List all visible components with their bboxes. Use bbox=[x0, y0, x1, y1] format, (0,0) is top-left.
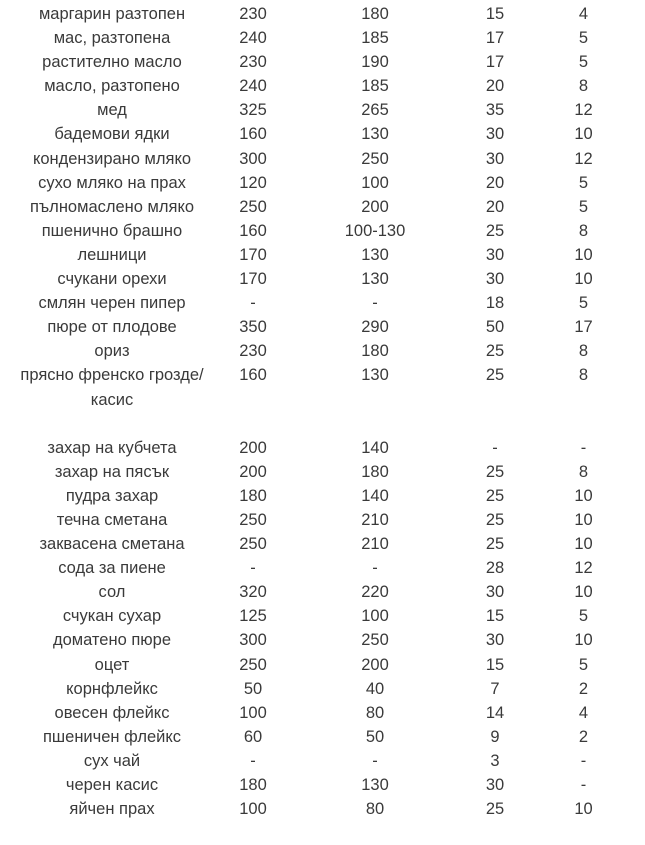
weight-250ml: - bbox=[250, 294, 256, 313]
ingredient-name: прясно френско грозде/ касис bbox=[20, 366, 204, 409]
weight-teaspoon: 8 bbox=[578, 366, 589, 385]
weight-teaspoon: 2 bbox=[578, 727, 589, 746]
ingredient-name: сух чай bbox=[83, 751, 141, 770]
weight-200ml: 200 bbox=[361, 655, 389, 674]
weight-tablespoon: 25 bbox=[485, 366, 505, 385]
weight-200ml: 250 bbox=[361, 149, 389, 168]
weight-250ml: 250 bbox=[239, 655, 267, 674]
weight-250ml: 200 bbox=[239, 462, 267, 481]
weight-200ml: 100 bbox=[361, 607, 389, 626]
weight-teaspoon: 10 bbox=[574, 125, 593, 144]
weight-200ml: 80 bbox=[365, 800, 385, 819]
weight-200ml: 130 bbox=[361, 776, 389, 794]
weight-teaspoon: 10 bbox=[574, 631, 593, 650]
weight-tablespoon: 20 bbox=[485, 173, 505, 192]
weight-200ml: 100-130 bbox=[344, 221, 406, 240]
measurement-table-body bbox=[0, 2, 645, 821]
weight-250ml: 240 bbox=[239, 77, 267, 96]
table-row bbox=[0, 580, 645, 604]
weight-200ml: 180 bbox=[361, 5, 389, 23]
weight-tablespoon: 30 bbox=[485, 245, 505, 264]
group-separator bbox=[0, 412, 645, 436]
ingredient-name: мед bbox=[97, 101, 127, 120]
table-row bbox=[0, 74, 645, 98]
ingredient-name: корнфлейкс bbox=[66, 679, 158, 698]
weight-250ml: 160 bbox=[239, 125, 267, 144]
weight-teaspoon: - bbox=[580, 751, 587, 770]
weight-tablespoon: 30 bbox=[485, 125, 505, 144]
weight-teaspoon: - bbox=[580, 776, 587, 794]
weight-250ml: 230 bbox=[239, 342, 267, 361]
table-row bbox=[0, 98, 645, 122]
weight-teaspoon: 10 bbox=[574, 245, 593, 264]
table-row bbox=[0, 628, 645, 652]
weight-200ml: 265 bbox=[361, 101, 389, 120]
ingredient-name: растително масло bbox=[42, 53, 182, 72]
weight-250ml: 180 bbox=[239, 776, 267, 794]
weight-250ml: 250 bbox=[239, 197, 267, 216]
table-row bbox=[0, 556, 645, 580]
weight-teaspoon: 4 bbox=[578, 5, 589, 23]
weight-250ml: 100 bbox=[239, 800, 267, 819]
weight-250ml: - bbox=[250, 559, 256, 578]
weight-teaspoon: 12 bbox=[574, 101, 593, 120]
separator-cell bbox=[0, 412, 645, 436]
ingredient-name: течна сметана bbox=[56, 510, 168, 529]
table-row bbox=[0, 749, 645, 773]
weight-teaspoon: 10 bbox=[574, 486, 593, 505]
weight-250ml: 350 bbox=[239, 318, 267, 337]
weight-tablespoon: 30 bbox=[485, 270, 505, 289]
weight-200ml: - bbox=[372, 559, 378, 578]
ingredient-name: доматено пюре bbox=[52, 631, 172, 650]
weight-250ml: 300 bbox=[239, 631, 267, 650]
ingredient-name: кондензирано мляко bbox=[32, 149, 192, 168]
weight-tablespoon: 25 bbox=[485, 800, 505, 819]
weight-250ml: 200 bbox=[239, 438, 267, 457]
weight-250ml: 160 bbox=[239, 221, 267, 240]
weight-teaspoon: 8 bbox=[578, 77, 589, 96]
table-row bbox=[0, 219, 645, 243]
ingredient-name: пудра захар bbox=[65, 486, 159, 505]
ingredient-name: сухо мляко на прах bbox=[38, 173, 186, 192]
weight-250ml: 170 bbox=[239, 245, 267, 264]
table-row bbox=[0, 50, 645, 74]
weight-teaspoon: 10 bbox=[574, 583, 593, 602]
table-row bbox=[0, 797, 645, 821]
weight-200ml: 180 bbox=[361, 462, 389, 481]
weight-teaspoon: 8 bbox=[578, 221, 589, 240]
ingredient-name: пшенично брашно bbox=[41, 221, 183, 240]
weight-200ml: 50 bbox=[365, 727, 385, 746]
table-row bbox=[0, 243, 645, 267]
weight-250ml: 300 bbox=[239, 149, 267, 168]
weight-250ml: 230 bbox=[239, 53, 267, 72]
weight-teaspoon: 12 bbox=[574, 149, 593, 168]
weight-200ml: 100 bbox=[361, 173, 389, 192]
weight-tablespoon: 25 bbox=[485, 535, 505, 554]
measurement-table bbox=[0, 2, 645, 821]
weight-tablespoon: 25 bbox=[485, 342, 505, 361]
weight-teaspoon: 5 bbox=[578, 655, 589, 674]
weight-teaspoon: 5 bbox=[578, 29, 589, 48]
weight-250ml: 180 bbox=[239, 486, 267, 505]
weight-teaspoon: 17 bbox=[574, 318, 593, 337]
weight-teaspoon: - bbox=[580, 438, 587, 457]
ingredient-name: сол bbox=[98, 583, 126, 602]
ingredient-name: захар на кубчета bbox=[47, 438, 177, 457]
weight-200ml: - bbox=[372, 294, 378, 313]
weight-teaspoon: 10 bbox=[574, 510, 593, 529]
table-row bbox=[0, 171, 645, 195]
ingredient-name: заквасена сметана bbox=[39, 535, 185, 554]
weight-teaspoon: 8 bbox=[578, 342, 589, 361]
table-row bbox=[0, 677, 645, 701]
weight-teaspoon: 5 bbox=[578, 294, 589, 313]
weight-250ml: 250 bbox=[239, 510, 267, 529]
weight-200ml: - bbox=[372, 751, 378, 770]
weight-250ml: 170 bbox=[239, 270, 267, 289]
weight-tablespoon: 30 bbox=[485, 631, 505, 650]
weight-tablespoon: 28 bbox=[485, 559, 505, 578]
weight-teaspoon: 4 bbox=[578, 703, 589, 722]
weight-tablespoon: 20 bbox=[485, 197, 505, 216]
weight-200ml: 80 bbox=[365, 703, 385, 722]
weight-200ml: 200 bbox=[361, 197, 389, 216]
table-row bbox=[0, 291, 645, 315]
table-row bbox=[0, 315, 645, 339]
weight-tablespoon: 14 bbox=[485, 703, 505, 722]
weight-tablespoon: - bbox=[492, 438, 498, 457]
table-row bbox=[0, 363, 645, 411]
table-row bbox=[0, 26, 645, 50]
weight-tablespoon: 17 bbox=[485, 29, 505, 48]
weight-200ml: 185 bbox=[361, 77, 389, 96]
table-row bbox=[0, 701, 645, 725]
table-row bbox=[0, 484, 645, 508]
ingredient-name: овесен флейкс bbox=[54, 703, 170, 722]
table-row bbox=[0, 147, 645, 171]
weight-tablespoon: 25 bbox=[485, 221, 505, 240]
ingredient-name: пълномаслено мляко bbox=[29, 197, 195, 216]
weight-250ml: 50 bbox=[243, 679, 263, 698]
weight-200ml: 210 bbox=[361, 535, 389, 554]
weight-200ml: 40 bbox=[365, 679, 385, 698]
weight-200ml: 130 bbox=[361, 245, 389, 264]
weight-200ml: 290 bbox=[361, 318, 389, 337]
weight-200ml: 190 bbox=[361, 53, 389, 72]
weight-teaspoon: 5 bbox=[578, 607, 589, 626]
ingredient-name: масло, разтопено bbox=[44, 77, 180, 96]
ingredient-name: ориз bbox=[94, 342, 130, 361]
weight-tablespoon: 7 bbox=[490, 679, 500, 698]
weight-250ml: 160 bbox=[239, 366, 267, 385]
ingredient-name: пшеничен флейкс bbox=[42, 727, 182, 746]
table-row bbox=[0, 195, 645, 219]
table-row bbox=[0, 725, 645, 749]
weight-200ml: 220 bbox=[361, 583, 389, 602]
ingredient-name: бадемови ядки bbox=[54, 125, 170, 144]
table-row bbox=[0, 267, 645, 291]
weight-teaspoon: 12 bbox=[574, 559, 593, 578]
ingredient-name: лешници bbox=[77, 245, 147, 264]
weight-200ml: 185 bbox=[361, 29, 389, 48]
ingredient-name: черен касис bbox=[65, 776, 159, 794]
table-row bbox=[0, 436, 645, 460]
weight-200ml: 210 bbox=[361, 510, 389, 529]
weight-tablespoon: 25 bbox=[485, 510, 505, 529]
weight-tablespoon: 30 bbox=[485, 149, 505, 168]
weight-tablespoon: 35 bbox=[485, 101, 505, 120]
ingredient-name: оцет bbox=[94, 655, 130, 674]
weight-tablespoon: 25 bbox=[485, 486, 505, 505]
weight-tablespoon: 15 bbox=[485, 607, 505, 626]
weight-tablespoon: 15 bbox=[485, 5, 505, 23]
table-row bbox=[0, 653, 645, 677]
weight-200ml: 130 bbox=[361, 366, 389, 385]
weight-200ml: 130 bbox=[361, 270, 389, 289]
ingredient-name: сода за пиене bbox=[58, 559, 166, 578]
table-row bbox=[0, 773, 645, 797]
weight-200ml: 140 bbox=[361, 486, 389, 505]
weight-250ml: 325 bbox=[239, 101, 267, 120]
weight-teaspoon: 8 bbox=[578, 462, 589, 481]
table-row bbox=[0, 2, 645, 26]
weight-teaspoon: 5 bbox=[578, 53, 589, 72]
weight-tablespoon: 15 bbox=[485, 655, 505, 674]
weight-tablespoon: 18 bbox=[485, 294, 505, 313]
weight-250ml: 125 bbox=[239, 607, 267, 626]
weight-teaspoon: 5 bbox=[578, 173, 589, 192]
ingredient-name: яйчен прах bbox=[69, 800, 155, 819]
weight-250ml: 230 bbox=[239, 5, 267, 23]
weight-200ml: 250 bbox=[361, 631, 389, 650]
weight-tablespoon: 3 bbox=[490, 751, 500, 770]
ingredient-name: захар на пясък bbox=[54, 462, 170, 481]
table-row bbox=[0, 122, 645, 146]
ingredient-name: пюре от плодове bbox=[47, 318, 177, 337]
ingredient-name: счукани орехи bbox=[57, 270, 167, 289]
ingredient-name: счукан сухар bbox=[62, 607, 162, 626]
weight-250ml: 100 bbox=[239, 703, 267, 722]
table-row bbox=[0, 604, 645, 628]
ingredient-name: смлян черен пипер bbox=[38, 294, 186, 313]
weight-tablespoon: 17 bbox=[485, 53, 505, 72]
weight-250ml: 120 bbox=[239, 173, 267, 192]
weight-200ml: 140 bbox=[361, 438, 389, 457]
weight-tablespoon: 9 bbox=[490, 727, 500, 746]
weight-tablespoon: 50 bbox=[485, 318, 505, 337]
weight-teaspoon: 2 bbox=[578, 679, 589, 698]
weight-tablespoon: 25 bbox=[485, 462, 505, 481]
table-row bbox=[0, 460, 645, 484]
weight-250ml: 250 bbox=[239, 535, 267, 554]
ingredient-name: маргарин разтопен bbox=[38, 5, 186, 23]
weight-250ml: 320 bbox=[239, 583, 267, 602]
weight-teaspoon: 10 bbox=[574, 270, 593, 289]
weight-teaspoon: 10 bbox=[574, 535, 593, 554]
weight-tablespoon: 30 bbox=[485, 776, 505, 794]
weight-teaspoon: 10 bbox=[574, 800, 593, 819]
weight-250ml: 240 bbox=[239, 29, 267, 48]
weight-tablespoon: 30 bbox=[485, 583, 505, 602]
table-row bbox=[0, 508, 645, 532]
weight-250ml: 60 bbox=[243, 727, 263, 746]
weight-teaspoon: 5 bbox=[578, 197, 589, 216]
table-row bbox=[0, 532, 645, 556]
weight-250ml: - bbox=[250, 751, 256, 770]
weight-200ml: 130 bbox=[361, 125, 389, 144]
weight-tablespoon: 20 bbox=[485, 77, 505, 96]
table-row bbox=[0, 339, 645, 363]
weight-200ml: 180 bbox=[361, 342, 389, 361]
ingredient-name: мас, разтопена bbox=[53, 29, 171, 48]
